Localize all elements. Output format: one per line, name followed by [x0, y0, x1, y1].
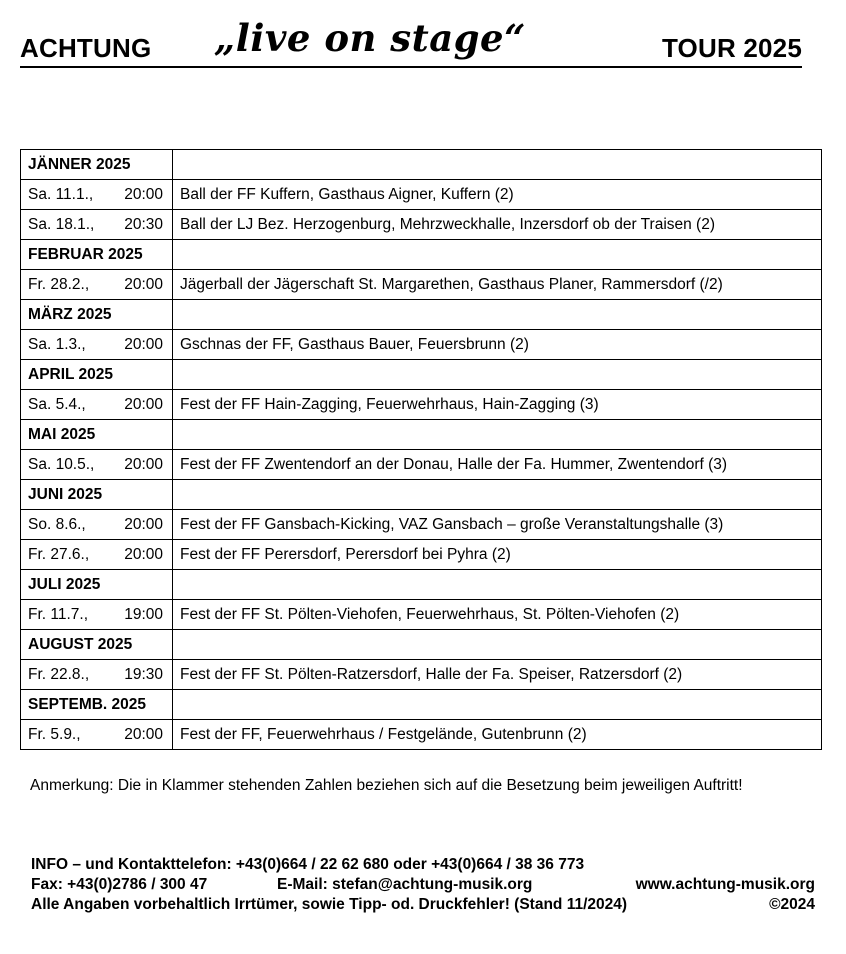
month-label: AUGUST 2025 [21, 630, 173, 660]
header-tour-year: TOUR 2025 [661, 33, 802, 63]
month-label: SEPTEMB. 2025 [21, 690, 173, 720]
fax-number: Fax: +43(0)2786 / 300 47 [31, 876, 208, 893]
event-row [21, 210, 822, 240]
event-row [21, 720, 822, 750]
event-date: Fr. 28.2., [28, 275, 90, 293]
month-label: APRIL 2025 [21, 360, 173, 390]
event-row [21, 180, 822, 210]
event-description: Fest der FF St. Pölten-Viehofen, Feuerwehrhaus, St. Pölten-Viehofen (2) [173, 600, 822, 630]
event-date: Fr. 27.6., [28, 545, 90, 563]
event-date: Fr. 22.8., [28, 665, 90, 683]
event-time: 20:00 [124, 335, 163, 353]
event-row [21, 600, 822, 630]
event-time: 20:00 [124, 725, 163, 743]
event-date: Sa. 10.5., [28, 455, 95, 473]
event-datetime-cell [21, 660, 173, 690]
event-time: 20:00 [124, 185, 163, 203]
month-empty-cell [173, 690, 822, 720]
event-datetime-cell [21, 210, 173, 240]
event-time: 19:30 [124, 665, 163, 683]
event-row [21, 540, 822, 570]
month-header-row [21, 360, 822, 390]
month-empty-cell [173, 420, 822, 450]
month-header-row [21, 240, 822, 270]
month-header-row [21, 300, 822, 330]
remark-note: Anmerkung: Die in Klammer stehenden Zahlen beziehen sich auf die Besetzung beim jeweiligen Auftritt! [30, 777, 743, 794]
month-empty-cell [173, 630, 822, 660]
event-description: Fest der FF Gansbach-Kicking, VAZ Gansbach – große Veranstaltungshalle (3) [173, 510, 822, 540]
event-date: Fr. 5.9., [28, 725, 81, 743]
event-row [21, 270, 822, 300]
month-label: MAI 2025 [21, 420, 173, 450]
event-description: Jägerball der Jägerschaft St. Margarethen, Gasthaus Planer, Rammersdorf (/2) [173, 270, 822, 300]
month-header-row [21, 570, 822, 600]
month-empty-cell [173, 240, 822, 270]
email-address[interactable]: E-Mail: stefan@achtung-musik.org [277, 876, 533, 893]
event-description: Fest der FF, Feuerwehrhaus / Festgelände, Gutenbrunn (2) [173, 720, 822, 750]
page-header [20, 16, 802, 68]
month-label: MÄRZ 2025 [21, 300, 173, 330]
event-description: Fest der FF Perersdorf, Perersdorf bei Pyhra (2) [173, 540, 822, 570]
event-description: Fest der FF St. Pölten-Ratzersdorf, Halle der Fa. Speiser, Ratzersdorf (2) [173, 660, 822, 690]
month-header-row [21, 420, 822, 450]
event-datetime-cell [21, 510, 173, 540]
event-date: Sa. 18.1., [28, 215, 95, 233]
event-datetime-cell [21, 540, 173, 570]
event-time: 20:00 [124, 545, 163, 563]
event-date: So. 8.6., [28, 515, 86, 533]
copyright-text: ©2024 [769, 896, 815, 913]
event-time: 20:30 [124, 215, 163, 233]
contact-phone-line: INFO – und Kontakttelefon: +43(0)664 / 22 62 680 oder +43(0)664 / 38 36 773 [31, 856, 585, 873]
website-link[interactable]: www.achtung-musik.org [635, 876, 815, 893]
month-label: JÄNNER 2025 [21, 150, 173, 180]
event-datetime-cell [21, 600, 173, 630]
disclaimer-text: Alle Angaben vorbehaltlich Irrtümer, sowie Tipp- od. Druckfehler! (Stand 11/2024) [31, 896, 628, 913]
event-date: Sa. 11.1., [28, 185, 94, 203]
month-header-row [21, 690, 822, 720]
event-description: Ball der FF Kuffern, Gasthaus Aigner, Kuffern (2) [173, 180, 822, 210]
event-time: 20:00 [124, 455, 163, 473]
event-time: 19:00 [124, 605, 163, 623]
month-empty-cell [173, 150, 822, 180]
month-header-row [21, 630, 822, 660]
event-datetime-cell [21, 270, 173, 300]
month-empty-cell [173, 300, 822, 330]
header-tour-title: „live on stage“ [214, 16, 526, 60]
month-header-row [21, 480, 822, 510]
event-description: Fest der FF Zwentendorf an der Donau, Halle der Fa. Hummer, Zwentendorf (3) [173, 450, 822, 480]
month-header-row [21, 150, 822, 180]
event-row [21, 660, 822, 690]
month-empty-cell [173, 570, 822, 600]
event-datetime-cell [21, 390, 173, 420]
month-empty-cell [173, 360, 822, 390]
event-date: Sa. 5.4., [28, 395, 86, 413]
event-row [21, 450, 822, 480]
event-datetime-cell [21, 720, 173, 750]
event-datetime-cell [21, 450, 173, 480]
event-description: Gschnas der FF, Gasthaus Bauer, Feuersbrunn (2) [173, 330, 822, 360]
event-description: Fest der FF Hain-Zagging, Feuerwehrhaus, Hain-Zagging (3) [173, 390, 822, 420]
month-empty-cell [173, 480, 822, 510]
tour-schedule-table [20, 149, 822, 750]
event-row [21, 330, 822, 360]
event-time: 20:00 [124, 275, 163, 293]
header-band-name: ACHTUNG [20, 33, 152, 63]
event-row [21, 510, 822, 540]
event-date: Sa. 1.3., [28, 335, 86, 353]
month-label: FEBRUAR 2025 [21, 240, 173, 270]
event-datetime-cell [21, 330, 173, 360]
event-row [21, 390, 822, 420]
event-datetime-cell [21, 180, 173, 210]
event-time: 20:00 [124, 395, 163, 413]
event-description: Ball der LJ Bez. Herzogenburg, Mehrzweckhalle, Inzersdorf ob der Traisen (2) [173, 210, 822, 240]
month-label: JUNI 2025 [21, 480, 173, 510]
event-time: 20:00 [124, 515, 163, 533]
month-label: JULI 2025 [21, 570, 173, 600]
contact-footer [31, 855, 815, 915]
event-date: Fr. 11.7., [28, 605, 89, 623]
